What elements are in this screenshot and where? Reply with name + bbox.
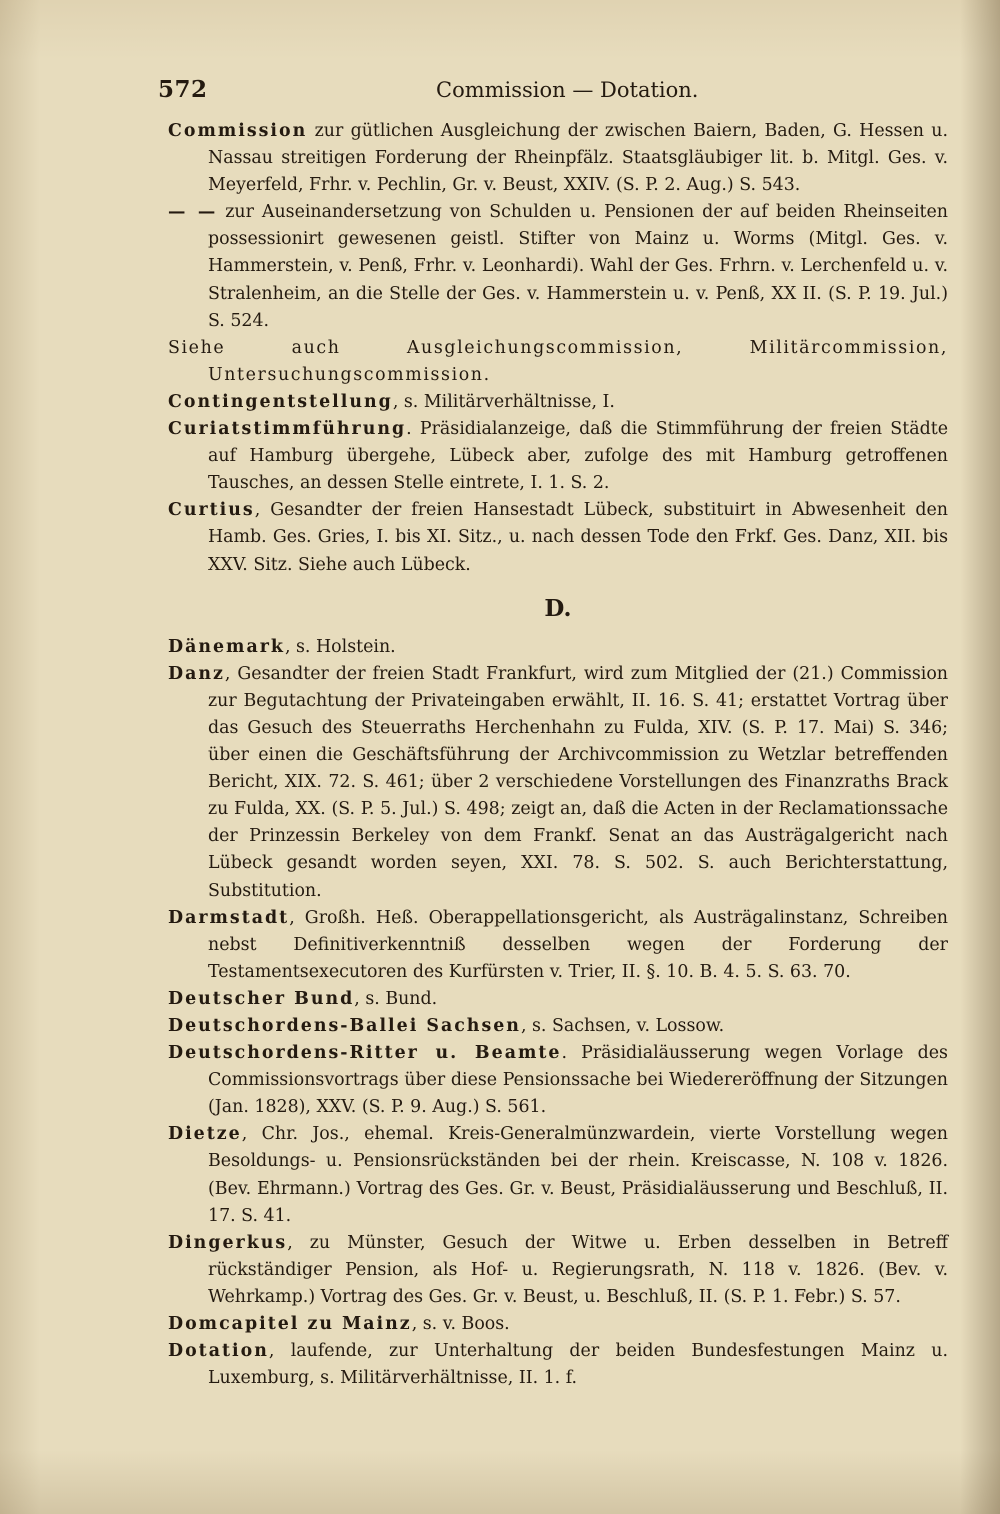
entry-lemma: Domcapitel zu Mainz: [168, 1314, 412, 1335]
index-entry: [168, 661, 948, 905]
index-body: [168, 118, 948, 1392]
entry-text: , Gesandter der freien Stadt Frankfurt, wird zum Mitglied der (21.) Commission zur Begutachtung der Privateingaben erwählt, II. 16. S. 41; erstattet Vortrag über das Gesuch des Steuerraths Herchenhahn zu Fulda, XIV. (S. P. 17. Mai) S. 346; über einen die Geschäftsführung der Archivcommission zu Wetzlar betreffenden Bericht, XIX. 72. S. 461; über 2 verschiedene Vorstellungen des Finanzraths Brack zu Fulda, XX. (S. P. 5. Jul.) S. 498; zeigt an, daß die Acten in der Reclamationssache der Prinzessin Berkeley von dem Frankf. Senat an das Austrägalgericht nach Lübeck gesandt worden seyen, XXI. 78. S. 502. S. auch Berichterstattung, Substitution.: [208, 663, 948, 901]
entry-text: zur Auseinandersetzung von Schulden u. Pensionen der auf beiden Rheinseiten possessionirt gewesenen geistl. Stifter von Mainz u. Worms (Mitgl. Ges. v. Hammerstein, v. Penß, Frhr. v. Leonhardi). Wahl der Ges. Frhrn. v. Lerchenfeld u. v. Stralenheim, an die Stelle der Ges. v. Hammerstein u. v. Penß, XX II. (S. P. 19. Jul.) S. 524.: [208, 202, 948, 331]
entry-lemma: Curtius: [168, 500, 255, 521]
entry-text: . Präsidialäusserung wegen Vorlage des Commissionsvortrags über diese Pensionssache bei Wiedereröffnung der Sitzungen (Jan. 1828), XXV. (S. P. 9. Aug.) S. 561.: [208, 1043, 948, 1118]
entry-lemma: Danz: [168, 663, 225, 684]
section-letter: D.: [544, 594, 572, 622]
entry-lemma: Deutschordens-Ritter u. Beamte: [168, 1043, 562, 1064]
entry-lemma: Commission: [168, 121, 308, 141]
entry-text: , Gesandter der freien Hansestadt Lübeck, substituirt in Abwesenheit den Hamb. Ges. Gries, I. bis XI. Sitz., u. nach dessen Tode den Frkf. Ges. Danz, XII. bis XXV. Sitz. Siehe auch Lübeck.: [208, 500, 948, 575]
index-entry: [168, 199, 948, 334]
entry-text: . Präsidialanzeige, daß die Stimmführung der freien Städte auf Hamburg übergehe, Lübeck aber, zufolge des mit Hamburg getroffenen Tausches, an dessen Stelle eintrete, I. 1. S. 2.: [208, 419, 948, 494]
entry-text: , Chr. Jos., ehemal. Kreis-Generalmünzwardein, vierte Vorstellung wegen Besoldungs- u. Pensionsrückständen bei der rhein. Kreiscasse, N. 108 v. 1826. (Bev. Ehrmann.) Vortrag des Ges. Gr. v. Beust, Präsidialäusserung und Beschluß, II. 17. S. 41.: [208, 1124, 948, 1226]
entry-lemma: Darmstadt: [168, 907, 290, 928]
entry-lemma: Deutscher Bund: [168, 988, 355, 1009]
index-entry: [168, 905, 948, 986]
index-entry: [168, 1121, 948, 1229]
entry-lemma: Dotation: [168, 1341, 269, 1362]
entry-text: Siehe auch Ausgleichungscommission, Militärcommission, Untersuchungscommission.: [168, 337, 948, 385]
index-entry: [168, 634, 948, 661]
entry-lemma: — —: [168, 202, 218, 223]
page-header: [158, 76, 948, 106]
entry-lemma: Deutschordens-Ballei Sachsen: [168, 1016, 521, 1036]
entry-text: zur gütlichen Ausgleichung der zwischen Baiern, Baden, G. Hessen u. Nassau streitigen Forderung der Rheinpfälz. Staatsgläubiger lit. b. Mitgl. Ges. v. Meyerfeld, Frhr. v. Pechlin, Gr. v. Beust, XXIV. (S. P. 2. Aug.) S. 543.: [208, 121, 948, 196]
entry-lemma: Dänemark: [168, 636, 285, 657]
index-entry: [168, 1040, 948, 1121]
entry-text: , s. Holstein.: [284, 636, 396, 657]
entry-text: , s. Militärverhältnisse, I.: [392, 391, 615, 412]
index-entry: [168, 986, 948, 1013]
index-entry: [168, 118, 948, 199]
entry-text: , s. v. Boos.: [411, 1314, 510, 1335]
index-entry: [168, 1311, 948, 1338]
index-entry: [168, 1338, 948, 1392]
index-entry: [168, 497, 948, 578]
index-entry: [168, 416, 948, 497]
index-entry: [168, 335, 948, 389]
entry-lemma: Dingerkus: [168, 1232, 288, 1253]
entry-lemma: Dietze: [168, 1124, 242, 1145]
entry-text: , s. Bund.: [354, 988, 438, 1009]
index-entry: [168, 1230, 948, 1311]
entry-text: , Großh. Heß. Oberappellationsgericht, als Austrägalinstanz, Schreiben nebst Definitiverkenntniß desselben wegen der Forderung der Testamentsexecutoren des Kurfürsten v. Trier, II. §. 10. B. 4. 5. S. 63. 70.: [208, 907, 948, 982]
entry-text: , laufende, zur Unterhaltung der beiden Bundesfestungen Mainz u. Luxemburg, s. Militärverhältnisse, II. 1. f.: [208, 1341, 948, 1389]
index-entry: [168, 1013, 948, 1040]
entry-text: , zu Münster, Gesuch der Witwe u. Erben desselben in Betreff rückständiger Pension, als Hof- u. Regierungsrath, N. 118 v. 1826. (Bev. v. Wehrkamp.) Vortrag des Ges. Gr. v. Beust, u. Beschluß, II. (S. P. 1. Febr.) S. 57.: [208, 1232, 948, 1307]
entry-lemma: Curiatstimmführung: [168, 419, 407, 440]
entry-text: , s. Sachsen, v. Lossow.: [520, 1016, 725, 1036]
entry-lemma: Contingentstellung: [168, 391, 393, 412]
page-number: 572: [158, 76, 208, 103]
running-head: Commission — Dotation.: [436, 78, 699, 102]
index-entry: [168, 389, 948, 416]
